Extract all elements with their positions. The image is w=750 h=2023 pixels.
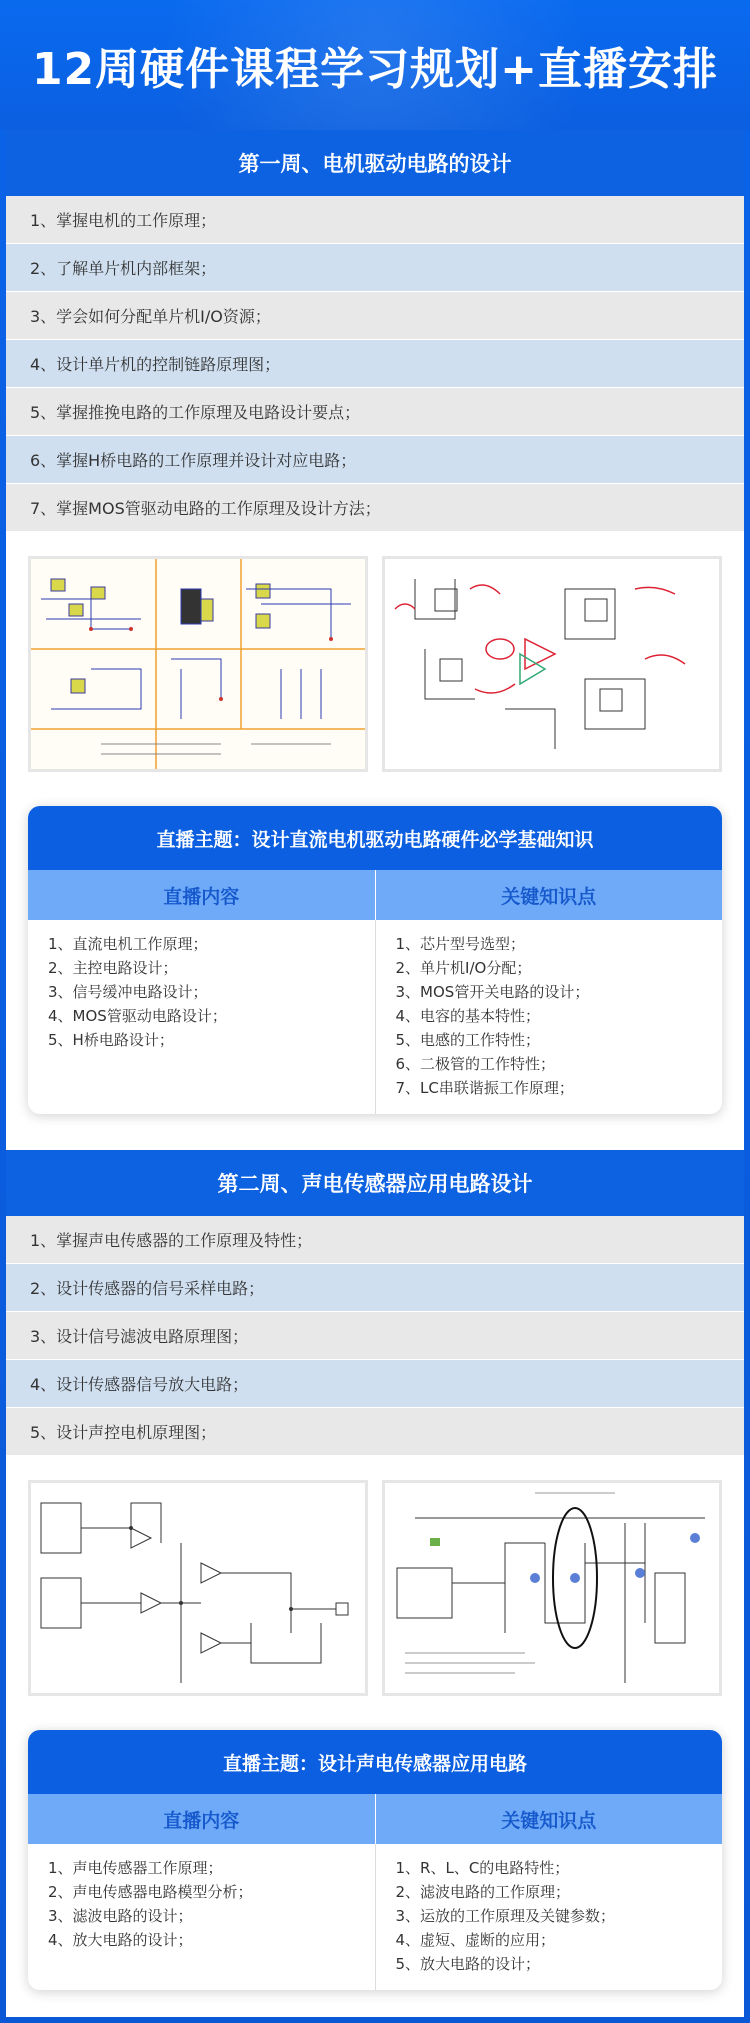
topic-item: 1、掌握声电传感器的工作原理及特性； <box>6 1216 744 1264</box>
topic-item: 6、掌握H桥电路的工作原理并设计对应电路； <box>6 436 744 484</box>
week2-live-card <box>28 1730 722 1990</box>
content-item: 2、声电传感器电路模型分析； <box>48 1883 253 1901</box>
week1-live-title: 直播主题：设计直流电机驱动电路硬件必学基础知识 <box>28 806 722 870</box>
topic-item: 7、掌握MOS管驱动电路的工作原理及设计方法； <box>6 484 744 532</box>
key-points-column-header: 关键知识点 <box>501 1809 597 1832</box>
content-item: 4、MOS管驱动电路设计； <box>48 1007 227 1025</box>
topic-item: 3、设计信号滤波电路原理图； <box>6 1312 744 1360</box>
week2-section <box>6 1150 744 1990</box>
content-item: 3、信号缓冲电路设计； <box>48 983 208 1001</box>
key-point-item: 4、虚短、虚断的应用； <box>395 1931 556 1949</box>
content-column <box>28 920 376 1114</box>
sound-control-schematic-image <box>382 1480 722 1696</box>
section-spacer <box>6 1114 744 1150</box>
key-point-item: 2、单片机I/O分配； <box>395 959 532 977</box>
content-item: 3、滤波电路的设计； <box>48 1907 193 1925</box>
content-item: 1、声电传感器工作原理； <box>48 1859 223 1877</box>
key-point-item: 7、LC串联谐振工作原理； <box>395 1079 574 1097</box>
page-title: 12周硬件课程学习规划+直播安排 <box>31 44 719 95</box>
week1-header: 第一周、电机驱动电路的设计 <box>6 130 744 196</box>
key-points-column <box>376 1844 723 1990</box>
content-item: 4、放大电路的设计； <box>48 1931 193 1949</box>
topic-item: 4、设计传感器信号放大电路； <box>6 1360 744 1408</box>
content-column <box>28 1844 376 1990</box>
key-point-item: 3、MOS管开关电路的设计； <box>395 983 590 1001</box>
content-item: 1、直流电机工作原理； <box>48 935 208 953</box>
topic-item: 3、学会如何分配单片机I/O资源； <box>6 292 744 340</box>
content-item: 2、主控电路设计； <box>48 959 178 977</box>
week1-live-card <box>28 806 722 1114</box>
week2-topic-list <box>6 1216 744 1456</box>
motor-driver-schematic-image <box>28 556 368 772</box>
key-point-item: 1、R、L、C的电路特性； <box>395 1859 570 1877</box>
content-column-header: 直播内容 <box>28 870 376 920</box>
topic-item: 2、了解单片机内部框架； <box>6 244 744 292</box>
key-point-item: 2、滤波电路的工作原理； <box>395 1883 571 1901</box>
week1-columns-header <box>28 870 722 920</box>
week2-columns-header <box>28 1794 722 1844</box>
key-point-item: 5、放大电路的设计； <box>395 1955 541 1973</box>
key-point-item: 5、电感的工作特性； <box>395 1031 541 1049</box>
key-point-item: 4、电容的基本特性； <box>395 1007 541 1025</box>
week2-schematics <box>6 1456 744 1696</box>
key-point-item: 1、芯片型号选型； <box>395 935 526 953</box>
content-frame <box>6 130 744 2017</box>
opamp-filter-schematic-image <box>28 1480 368 1696</box>
topic-item: 5、掌握推挽电路的工作原理及电路设计要点； <box>6 388 744 436</box>
week2-columns-body <box>28 1844 722 1990</box>
key-point-item: 6、二极管的工作特性； <box>395 1055 556 1073</box>
topic-item: 5、设计声控电机原理图； <box>6 1408 744 1456</box>
topic-item: 1、掌握电机的工作原理； <box>6 196 744 244</box>
key-points-column-header: 关键知识点 <box>501 885 597 908</box>
topic-item: 2、设计传感器的信号采样电路； <box>6 1264 744 1312</box>
week2-live-title: 直播主题：设计声电传感器应用电路 <box>28 1730 722 1794</box>
key-point-item: 3、运放的工作原理及关键参数； <box>395 1907 616 1925</box>
topic-item: 4、设计单片机的控制链路原理图； <box>6 340 744 388</box>
top-banner <box>0 0 750 130</box>
content-item: 5、H桥电路设计； <box>48 1031 174 1049</box>
content-column-header: 直播内容 <box>28 1794 376 1844</box>
handdrawn-driver-schematic-image <box>382 556 722 772</box>
week1-topic-list <box>6 196 744 532</box>
week2-header: 第二周、声电传感器应用电路设计 <box>6 1150 744 1216</box>
key-points-column <box>376 920 723 1114</box>
week1-section <box>6 130 744 1114</box>
week1-columns-body <box>28 920 722 1114</box>
week1-schematics <box>6 532 744 772</box>
